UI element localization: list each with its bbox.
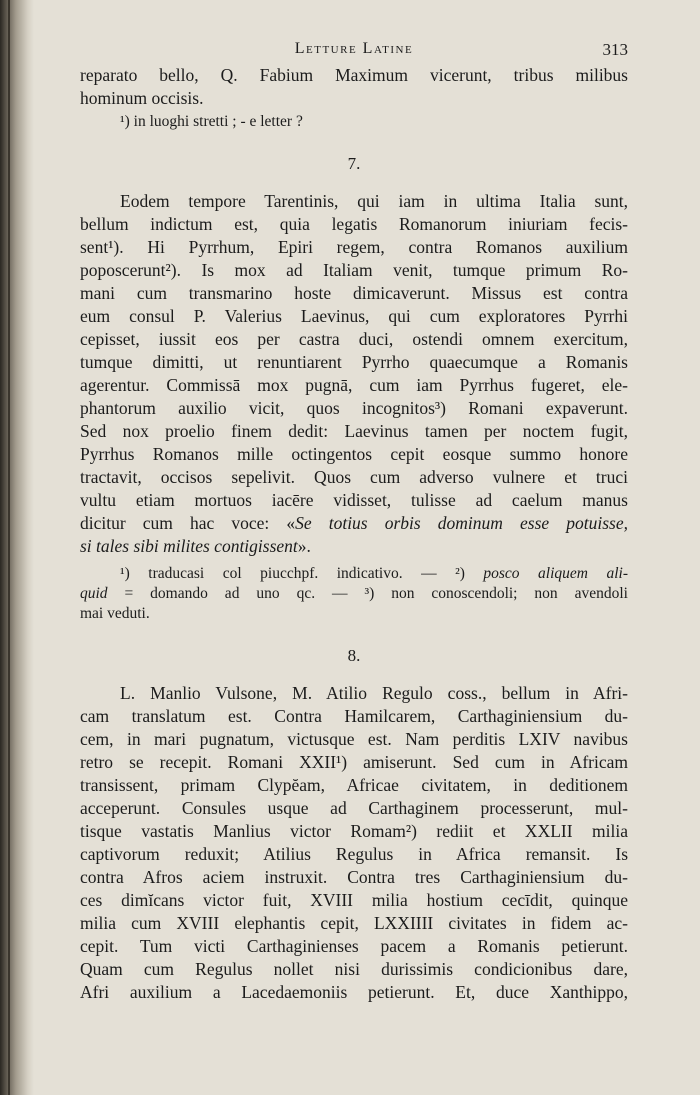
section-number-8: 8. bbox=[347, 646, 361, 665]
quote-line bbox=[80, 512, 628, 535]
footnote: ¹) in luoghi stretti ; - e letter ? bbox=[120, 113, 303, 130]
text-line: Sed nox proelio finem dedit: Laevinus tamen per noctem fugit, bbox=[80, 421, 628, 441]
text-line: Afri auxilium a Lacedaemoniis petierunt. Et, duce Xanthippo, bbox=[80, 982, 628, 1002]
text-line: eum consul P. Valerius Laevinus, qui cum exploratores Pyrrhi bbox=[80, 306, 628, 326]
section-7-text bbox=[80, 190, 628, 624]
text-line: hominum occisis. bbox=[80, 88, 204, 108]
text-line: mani cum transmarino hoste dimicaverunt. Missus est contra bbox=[80, 283, 628, 303]
text-line: ces dimĭcans victor fuit, XVIII milia hostium cecīdit, quinque bbox=[80, 890, 628, 910]
book-page bbox=[80, 36, 628, 1004]
footnote-italic: quid bbox=[80, 585, 108, 602]
text-line: Pyrrhus Romanos mille octingentos cepit eosque summo honore bbox=[80, 444, 628, 464]
text-line: Eodem tempore Tarentinis, qui iam in ultima Italia sunt, bbox=[120, 191, 628, 211]
text-line: Quam cum Regulus nollet nisi durissimis condicionibus dare, bbox=[80, 959, 628, 979]
text-line: reparato bello, Q. Fabium Maximum vicerunt, tribus milibus bbox=[80, 65, 628, 85]
text-line: phantorum auxilio vicit, quos incognitos³) Romani expaverunt. bbox=[80, 398, 628, 418]
text-line: contra Afros aciem instruxit. Contra tres Carthaginiensium du- bbox=[80, 867, 628, 887]
text-line: acceperunt. Consules usque ad Carthaginem processerunt, mul- bbox=[80, 798, 628, 818]
text-line: cepit. Tum victi Carthaginienses pacem a Romanis petierunt. bbox=[80, 936, 628, 956]
text-line: tractavit, occisos sepelivit. Quos cum adverso vulnere et truci bbox=[80, 467, 628, 487]
text-line: L. Manlio Vulsone, M. Atilio Regulo coss., bellum in Afri- bbox=[120, 683, 628, 703]
text-line: sent¹). Hi Pyrrhum, Epiri regem, contra Romanos auxilium bbox=[80, 237, 628, 257]
page-number: 313 bbox=[602, 40, 628, 59]
text-line: poposcerunt²). Is mox ad Italiam venit, tumque primum Ro- bbox=[80, 260, 628, 280]
running-head bbox=[80, 36, 628, 64]
book-gutter bbox=[0, 0, 34, 1095]
footnote-text: = domando ad uno qc. — ³) non conoscendoli; non avendoli bbox=[107, 585, 628, 602]
text-line: bellum indictum est, quia legatis Romanorum iniuriam fecis- bbox=[80, 214, 628, 234]
text-line: retro se recepit. Romani XXII¹) amiserunt. Sed cum in Africam bbox=[80, 752, 628, 772]
section-8-text bbox=[80, 682, 628, 1004]
quote-italic: si tales sibi milites contigissent bbox=[80, 536, 298, 556]
text-line: transissent, primam Clypĕam, Africae civitatem, in deditionem bbox=[80, 775, 628, 795]
footnote: mai veduti. bbox=[80, 605, 150, 622]
footnote bbox=[80, 584, 628, 604]
text-line: tisque vastatis Manlius victor Romam²) rediit et XXLII milia bbox=[80, 821, 628, 841]
gutter-fold bbox=[8, 0, 10, 1095]
quote-line bbox=[80, 535, 628, 558]
footnote-italic: posco aliquem ali- bbox=[483, 565, 628, 582]
text-line: captivorum reduxit; Atilius Regulus in Africa remansit. Is bbox=[80, 844, 628, 864]
text-line: vultu etiam mortuos iacēre vidisset, tulisse ad caelum manus bbox=[80, 490, 628, 510]
quote-italic: Se totius orbis dominum esse potuisse, bbox=[295, 513, 628, 533]
quote-end: ». bbox=[297, 536, 311, 556]
text-line: cem, in mari pugnatum, victusque est. Nam perditis LXIV navibus bbox=[80, 729, 628, 749]
running-title: Letture Latine bbox=[294, 40, 414, 57]
text-line: tumque dimitti, ut renuntiarent Pyrrho quaecumque a Romanis bbox=[80, 352, 628, 372]
quote-lead: dicitur cum hac voce: « bbox=[80, 513, 296, 533]
text-line: cam translatum est. Contra Hamilcarem, Carthaginiensium du- bbox=[80, 706, 628, 726]
text-line: agerentur. Commissā mox pugnā, cum iam Pyrrhus fugeret, ele- bbox=[80, 375, 628, 395]
footnote-text: ¹) traducasi col piucchpf. indicativo. — ²) bbox=[120, 565, 484, 582]
section-number-7: 7. bbox=[347, 154, 361, 173]
footnote bbox=[80, 564, 628, 584]
opening-paragraph bbox=[80, 64, 628, 132]
text-line: milia cum XVIII elephantis cepit, LXXIIII civitates in fidem ac- bbox=[80, 913, 628, 933]
text-line: cepisset, iussit eos per castra duci, ostendi omnem exercitum, bbox=[80, 329, 628, 349]
